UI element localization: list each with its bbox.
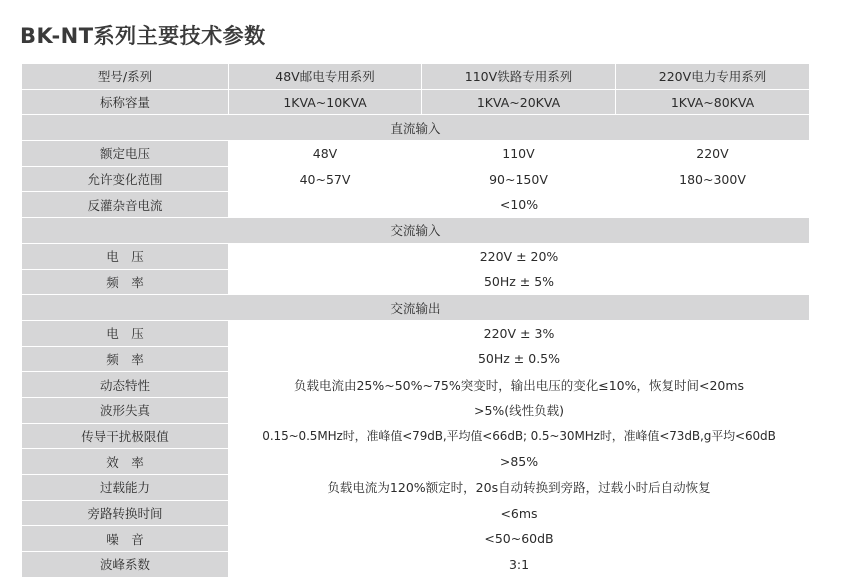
section-row [22, 115, 810, 141]
ripple-label: 反灌杂音电流 [22, 192, 229, 218]
ac-output-frequency-label: 频 率 [22, 346, 229, 372]
dc-input-section: 直流输入 [22, 115, 810, 141]
ac-input-frequency-label: 频 率 [22, 269, 229, 295]
efficiency-label: 效 率 [22, 449, 229, 475]
table-header-row [22, 64, 810, 90]
section-row [22, 218, 810, 244]
ac-input-voltage-value: 220V ± 20% [229, 243, 810, 269]
crest-label: 波峰系数 [22, 552, 229, 578]
series-110v-header: 110V铁路专用系列 [422, 64, 616, 90]
table-row [22, 346, 810, 372]
ripple-value: <10% [229, 192, 810, 218]
capacity-48v: 1KVA~10KVA [229, 89, 422, 115]
table-row [22, 192, 810, 218]
range-label: 允许变化范围 [22, 166, 229, 192]
table-row [22, 166, 810, 192]
range-48v: 40~57V [229, 166, 422, 192]
table-row [22, 243, 810, 269]
table-row [22, 372, 810, 398]
section-row [22, 295, 810, 321]
noise-label: 噪 音 [22, 526, 229, 552]
dynamic-label: 动态特性 [22, 372, 229, 398]
table-row [22, 269, 810, 295]
ac-input-voltage-label: 电 压 [22, 243, 229, 269]
noise-value: <50~60dB [229, 526, 810, 552]
table-row [22, 423, 810, 449]
table-row [22, 449, 810, 475]
overload-value: 负载电流为120%额定时，20s自动转换到旁路，过载小时后自动恢复 [229, 475, 810, 501]
table-row [22, 526, 810, 552]
rated-voltage-220v: 220V [616, 141, 810, 167]
rated-voltage-110v: 110V [422, 141, 616, 167]
ac-output-voltage-value: 220V ± 3% [229, 320, 810, 346]
table-row [22, 141, 810, 167]
dynamic-value: 负载电流由25%~50%~75%突变时，输出电压的变化≤10%，恢复时间<20ms [229, 372, 810, 398]
table-row [22, 500, 810, 526]
capacity-220v: 1KVA~80KVA [616, 89, 810, 115]
ac-output-frequency-value: 50Hz ± 0.5% [229, 346, 810, 372]
ac-input-frequency-value: 50Hz ± 5% [229, 269, 810, 295]
efficiency-value: >85% [229, 449, 810, 475]
model-series-header: 型号/系列 [22, 64, 229, 90]
table-row [22, 397, 810, 423]
capacity-label: 标称容量 [22, 89, 229, 115]
ac-output-section: 交流输出 [22, 295, 810, 321]
emi-value: 0.15~0.5MHz时，准峰值<79dB,平均值<66dB; 0.5~30MHz时，准峰值<73dB,g平均<60dB [229, 423, 810, 449]
page-title: BK-NT系列主要技术参数 [20, 24, 266, 48]
table-row [22, 475, 810, 501]
ac-input-section: 交流输入 [22, 218, 810, 244]
capacity-110v: 1KVA~20KVA [422, 89, 616, 115]
overload-label: 过载能力 [22, 475, 229, 501]
rated-voltage-48v: 48V [229, 141, 422, 167]
series-48v-header: 48V邮电专用系列 [229, 64, 422, 90]
distortion-label: 波形失真 [22, 397, 229, 423]
range-110v: 90~150V [422, 166, 616, 192]
table-row [22, 320, 810, 346]
bypass-label: 旁路转换时间 [22, 500, 229, 526]
distortion-value: >5%(线性负载) [229, 397, 810, 423]
rated-voltage-label: 额定电压 [22, 141, 229, 167]
crest-value: 3:1 [229, 552, 810, 578]
series-220v-header: 220V电力专用系列 [616, 64, 810, 90]
emi-label: 传导干扰极限值 [22, 423, 229, 449]
ac-output-voltage-label: 电 压 [22, 320, 229, 346]
spec-table [21, 63, 810, 578]
table-row [22, 552, 810, 578]
bypass-value: <6ms [229, 500, 810, 526]
table-row [22, 89, 810, 115]
range-220v: 180~300V [616, 166, 810, 192]
